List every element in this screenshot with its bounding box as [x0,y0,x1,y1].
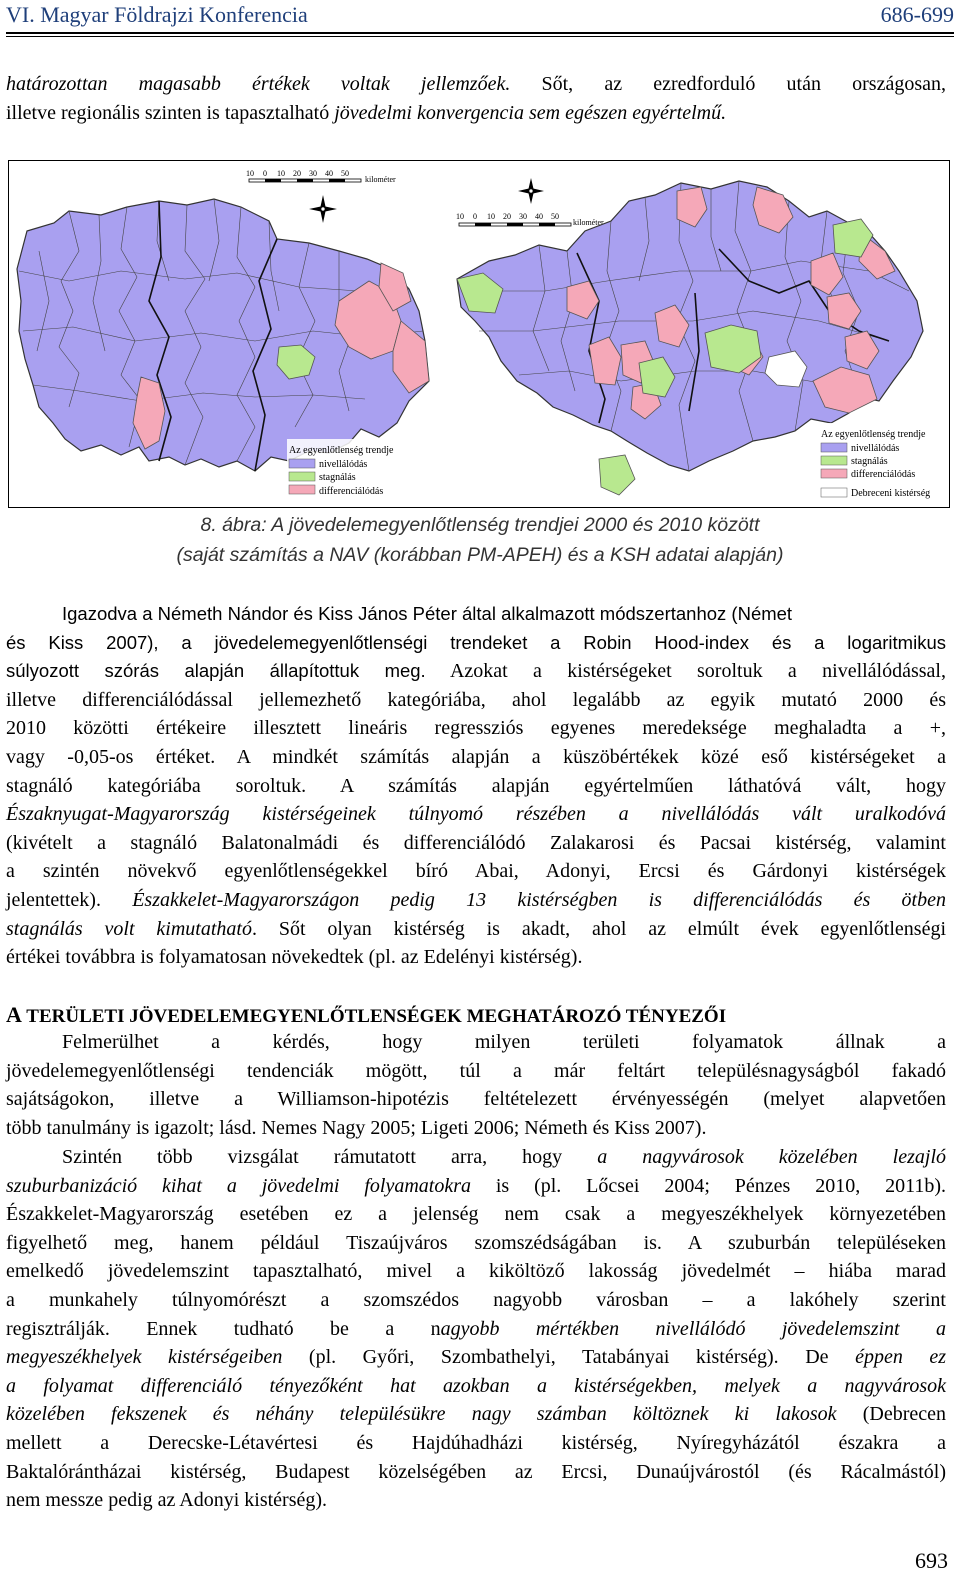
text-line: a munkahely túlnyomórészt a szomszédos nagyobb városban – a lakóhely szerint [6,1288,946,1311]
conference-title: VI. Magyar Földrajzi Konferencia [6,2,308,27]
text-line: értékei továbbra is folyamatosan növekedtek (pl. az Edelényi kistérség). [6,946,583,969]
legend-swatch-stagnalas [289,472,315,481]
figure-caption-line2: (saját számítás a NAV (korábban PM-APEH) és a KSH adatai alapján) [176,544,784,566]
north-arrow-icon [518,178,544,204]
text-line: illetve regionális szinten is tapasztalható jövedelmi konvergencia sem egészen egyértelmű. [6,101,727,124]
text-line: határozottan magasabb értékek voltak jellemzőek. Sőt, az ezredforduló után országosan, [6,73,946,95]
legend-label: stagnálás [319,472,356,483]
text-line: stagnáló kategóriába soroltuk. A számítás alapján egyértelműen láthatóvá vált, hogy [6,774,946,797]
scale-tick: 40 [535,212,543,221]
text-line: súlyozott szórás alapján állapítottuk meg. Azokat a kistérségeket soroltuk a nivellálódással, [6,660,946,683]
legend-swatch-differencialodas [821,469,847,478]
paragraph-question [6,1028,946,1142]
scale-tick: 10 [246,169,254,178]
intro-paragraph [6,70,946,127]
legend-swatch-differencialodas [289,485,315,494]
legend-label: nivellálódás [319,459,368,470]
text-line: Északnyugat-Magyarország kistérségeinek túlnyomó részében a nivellálódás vált uralkodóvá [6,803,946,826]
text-line: illetve differenciálódással jellemezhető kategóriába, ahol legalább az egyik mutató 2000 és [6,688,946,711]
text-line: a szintén növekvő egyenlőtlenségekkel bíró Abai, Adonyi, Ercsi és Gárdonyi kistérségek [6,860,946,883]
text-line: vagy -0,05-os értéket. A mindkét számítás alapján a küszöbértékek közé eső kistérségeket a [6,745,946,768]
scale-tick: 40 [325,169,333,178]
running-header [6,0,954,30]
text-line: mellett a Derecske-Létavértesi és Hajdúhadházi kistérség, Nyíregyházától északra a [6,1431,946,1454]
text-line: szuburbanizáció kihat a jövedelmi folyamatokra is (pl. Lőcsei 2004; Pénzes 2010, 2011b). [6,1174,946,1197]
scale-tick: 50 [551,212,559,221]
legend-label: stagnálás [851,456,888,467]
scale-tick: 0 [473,212,477,221]
text-line: figyelhető meg, hanem például Tiszaújváros szomszédságában is. A szuburbán településeken [6,1231,946,1254]
text-line: nem messze pedig az Adonyi kistérség). [6,1489,328,1512]
scale-tick: 30 [309,169,317,178]
scale-tick: 20 [293,169,301,178]
text-line: közelében fekszenek és néhány településükre nagy számban költöznek ki lakosok (Debrecen [6,1403,946,1426]
text-line: több tanulmány is igazolt; lásd. Nemes Nagy 2005; Ligeti 2006; Németh és Kiss 2007). [6,1116,707,1139]
text-line: 2010 közötti értékeire illesztett lineáris regressziós egyenes meredeksége meghaladta a +, [6,717,946,740]
text-line: stagnálás volt kimutatható. Sőt olyan kistérség is akadt, ahol az elmúlt évek egyenlőtlenségi [6,917,947,940]
district-stagnalas [599,455,635,495]
scale-unit: kilométer [573,218,604,227]
legend-swatch-nivellalodas [821,443,847,452]
scale-tick: 20 [503,212,511,221]
paragraph-method [6,600,946,972]
scale-tick: 0 [263,169,267,178]
map-legend [819,423,947,505]
text-line: Baktalórántházai kistérség, Budapest közelségében az Ercsi, Dunaújvárostól (és Rácalmástól) [6,1460,946,1483]
scale-tick: 30 [519,212,527,221]
text-line: jelentettek). Északkelet-Magyarországon pedig 13 kistérségben is differenciálódás és ötben [6,888,946,911]
scale-tick: 50 [341,169,349,178]
scale-bar [456,212,604,227]
text-line: Szintén több vizsgálat rámutatott arra, hogy a nagyvárosok közelében lezajló [62,1146,947,1168]
text-line: Igazodva a Németh Nándor és Kiss János Péter által alkalmazott módszertanhoz (Német [62,603,793,624]
text-line: Felmerülhet a kérdés, hogy milyen területi folyamatok állnak a [62,1031,946,1053]
north-arrow-icon [309,195,337,223]
legend-label: differenciálódás [851,469,916,480]
legend-title: Az egyenlőtlenség trendje [289,445,394,456]
text-line: Északkelet-Magyarország esetében ez a jelenség nem csak a megyeszékhelyek környezetében [6,1203,946,1226]
text-line: sajátságokon, illetve a Williamson-hipotézis feltételezett érvényességén (melyet alapvetően [6,1088,946,1111]
figure-caption-line1: 8. ábra: A jövedelemegyenlőtlenség trendjei 2000 és 2010 között [200,514,760,536]
text-line: megyeszékhelyek kistérségeiben (pl. Győri, Szombathelyi, Tatabányai kistérség). De éppen ez [6,1346,946,1369]
page-range: 686-699 [880,2,954,27]
header-rule-thin [6,36,954,37]
map-northwest [9,161,449,507]
text-line: jövedelemegyenlőtlenségi tendenciák mögött, túl a már feltárt településnagyságból fakadó [6,1059,946,1082]
map-legend [287,439,427,503]
scale-unit: kilométer [365,175,396,184]
scale-bar [246,169,396,184]
scale-tick: 10 [277,169,285,178]
figure-maps [8,160,950,508]
text-line: regisztrálják. Ennek tudható be a nagyobb mértékben nivellálódó jövedelemszint a [6,1317,946,1340]
legend-title: Az egyenlőtlenség trendje [821,429,926,440]
section-heading: A TERÜLETI JÖVEDELEMEGYENLŐTLENSÉGEK MEGHATÁROZÓ TÉNYEZŐI [6,1002,727,1027]
scale-tick: 10 [456,212,464,221]
map-northeast [449,161,949,507]
scale-tick: 10 [487,212,495,221]
legend-label: nivellálódás [851,443,900,454]
legend-label: differenciálódás [319,486,384,497]
legend-swatch-stagnalas [821,456,847,465]
text-line: (kivételt a stagnáló Balatonalmádi és differenciálódó Zalakarosi és Pacsai kistérség, valamint [6,831,946,854]
text-line: a folyamat differenciáló tényezőként hat azokban a kistérségekben, melyek a nagyvárosok [6,1374,946,1397]
legend-label: Debreceni kistérség [851,488,931,499]
header-rule [6,32,954,34]
text-line: és Kiss 2007), a jövedelemegyenlőtlenségi trendeket a Robin Hood-index és a logaritmikus [6,631,946,653]
legend-swatch-debrecen [821,488,847,497]
legend-swatch-nivellalodas [289,459,315,468]
paragraph-suburbanization [6,1143,946,1515]
text-line: emelkedő jövedelemszint tapasztalható, mivel a kiköltöző lakosság jövedelmét – hiába marad [6,1260,946,1283]
page-number: 693 [915,1548,948,1573]
